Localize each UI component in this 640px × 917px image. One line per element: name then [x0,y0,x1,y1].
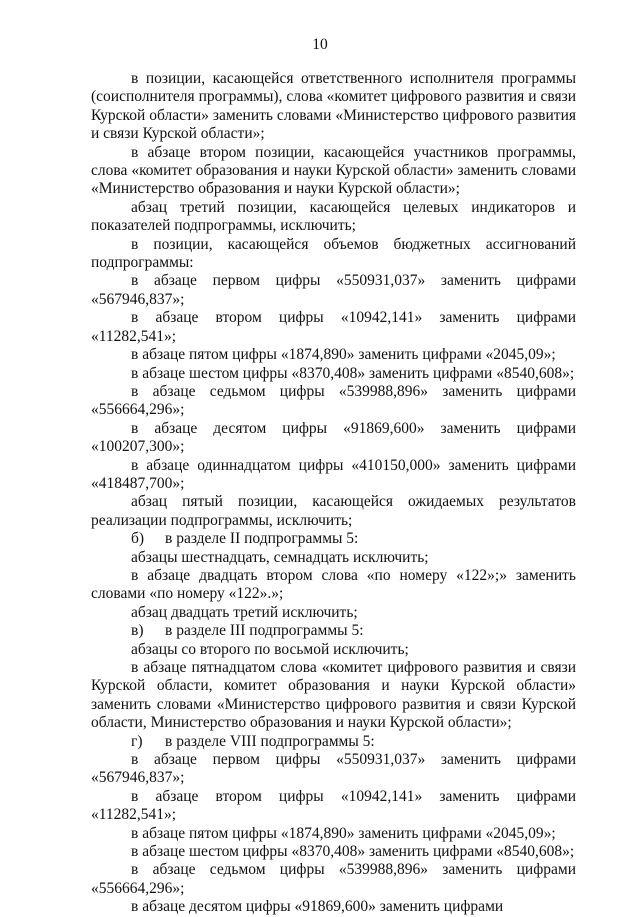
paragraph: в позиции, касающейся объемов бюджетных ассигнований подпрограммы: [91,235,576,272]
list-item-text: в разделе II подпрограммы 5: [165,530,359,548]
paragraph: в абзаце седьмом цифры «539988,896» заменить цифрами «556664,296»; [91,861,576,897]
list-marker: б) [131,530,145,548]
paragraph: в абзаце десятом цифры «91869,600» заменить цифрами [131,898,504,916]
paragraph [91,733,576,751]
paragraph: в абзаце пятом цифры «1874,890» заменить цифрами «2045,09»; [131,824,556,842]
paragraph: в абзаце седьмом цифры «539988,896» заменить цифрами «556664,296»; [91,382,576,419]
document-body [91,70,576,917]
page-number: 10 [312,36,328,53]
paragraph: абзац третий позиции, касающейся целевых индикаторов и показателей подпрограммы, исключить; [91,198,576,235]
list-item-text: в разделе VIII подпрограммы 5: [165,732,375,750]
paragraph: в абзаце пятнадцатом слова «комитет цифрового развития и связи Курской области, комитет образования и науки Курской области» заменить словами «Министерство цифрового развития и связи Курской области, Министерство образования и науки Курской области»; [91,659,576,732]
list-item-text: в разделе III подпрограммы 5: [165,622,364,640]
list-marker: г) [131,732,143,750]
paragraph: в абзаце втором цифры «10942,141» заменить цифрами «11282,541»; [91,787,576,824]
paragraph [91,622,576,640]
paragraph: в позиции, касающейся ответственного исполнителя программы (соисполнителя программы), слова «комитет цифрового развития и связи Курской области» заменить словами «Министерство цифрового развития и связи Курской области»; [91,70,576,143]
paragraph: в абзаце первом цифры «550931,037» заменить цифрами «567946,837»; [91,751,576,787]
paragraph: абзац пятый позиции, касающейся ожидаемых результатов реализации подпрограммы, исключить; [91,493,576,529]
paragraph: в абзаце первом цифры «550931,037» заменить цифрами «567946,837»; [91,272,576,308]
paragraph: в абзаце десятом цифры «91869,600» заменить цифрами «100207,300»; [91,419,576,456]
paragraph: абзацы со второго по восьмой исключить; [131,640,409,658]
paragraph: в абзаце шестом цифры «8370,408» заменить цифрами «8540,608»; [131,843,575,861]
paragraph: в абзаце втором цифры «10942,141» заменить цифрами «11282,541»; [91,309,576,345]
paragraph: в абзаце одиннадцатом цифры «410150,000» заменить цифрами «418487,700»; [91,456,576,492]
paragraph: абзац двадцать третий исключить; [131,603,358,621]
paragraph: в абзаце пятом цифры «1874,890» заменить цифрами «2045,09»; [131,346,556,364]
paragraph [91,530,576,548]
list-marker: в) [131,622,144,640]
paragraph: абзацы шестнадцать, семнадцать исключить; [131,548,429,566]
paragraph: в абзаце двадцать втором слова «по номеру «122»;» заменить словами «по номеру «122».»; [91,566,576,603]
paragraph: в абзаце шестом цифры «8370,408» заменить цифрами «8540,608»; [131,364,575,382]
paragraph: в абзаце втором позиции, касающейся участников программы, слова «комитет образования и науки Курской области» заменить словами «Министерство образования и науки Курской области»; [91,143,576,198]
